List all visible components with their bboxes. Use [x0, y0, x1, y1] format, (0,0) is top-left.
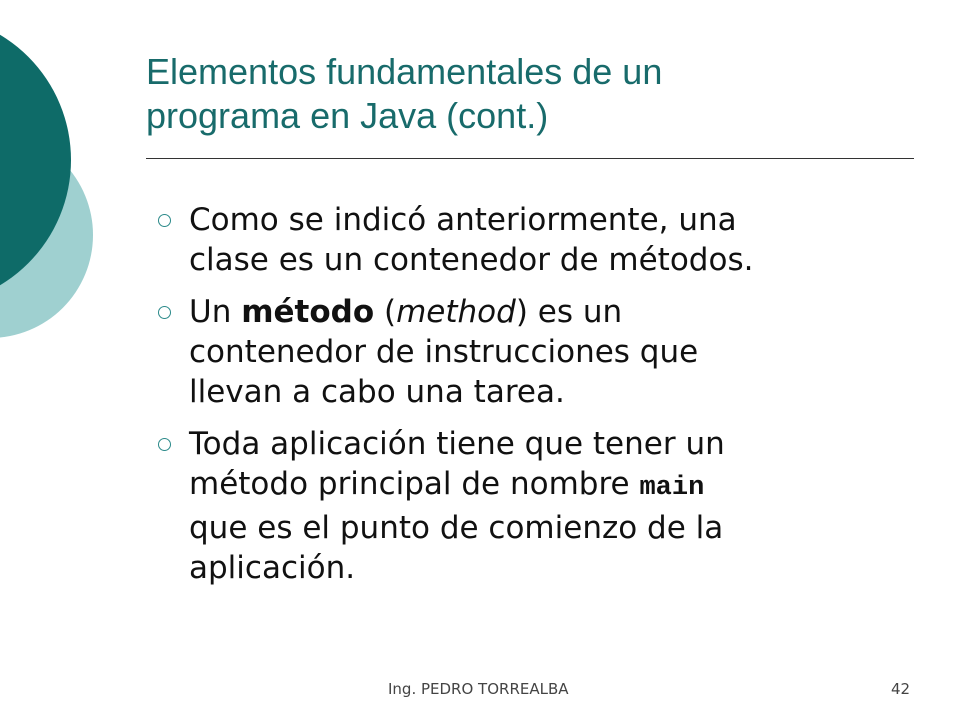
- bullet-item: [158, 200, 908, 280]
- text-plain: (: [374, 294, 397, 330]
- title-underline: [146, 158, 914, 159]
- text-plain: Un: [189, 294, 242, 330]
- bullet-text-line: [189, 464, 908, 508]
- bullet-text-line: Como se indicó anteriormente, una: [189, 202, 737, 238]
- title-line-2: programa en Java (cont.): [146, 95, 549, 136]
- decorative-circles: [0, 0, 110, 400]
- title-line-1: Elementos fundamentales de un: [146, 51, 663, 92]
- slide-title: [146, 50, 926, 138]
- bullet-item: [158, 292, 908, 412]
- text-plain: método principal de nombre: [189, 466, 640, 502]
- bullet-text-line: Toda aplicación tiene que tener un: [189, 426, 725, 462]
- bullet-text-line: que es el punto de comienzo de la: [189, 510, 724, 546]
- footer-author: Ing. PEDRO TORREALBA: [388, 680, 569, 698]
- bullet-text-line: [189, 292, 908, 332]
- bullet-text-line: clase es un contenedor de métodos.: [189, 242, 754, 278]
- bullet-text-line: llevan a cabo una tarea.: [189, 374, 565, 410]
- text-bold-term: método: [241, 294, 375, 330]
- hollow-circle-bullet-icon: [158, 306, 171, 319]
- page-number: 42: [891, 680, 911, 698]
- hollow-circle-bullet-icon: [158, 214, 171, 227]
- text-plain: ) es un: [515, 294, 623, 330]
- text-italic-term: method: [396, 294, 516, 330]
- code-keyword: main: [639, 473, 705, 503]
- bullet-text-line: aplicación.: [189, 550, 356, 586]
- bullet-text-line: contenedor de instrucciones que: [189, 334, 699, 370]
- bullet-item: [158, 424, 908, 588]
- bullet-list: [158, 200, 908, 600]
- hollow-circle-bullet-icon: [158, 438, 171, 451]
